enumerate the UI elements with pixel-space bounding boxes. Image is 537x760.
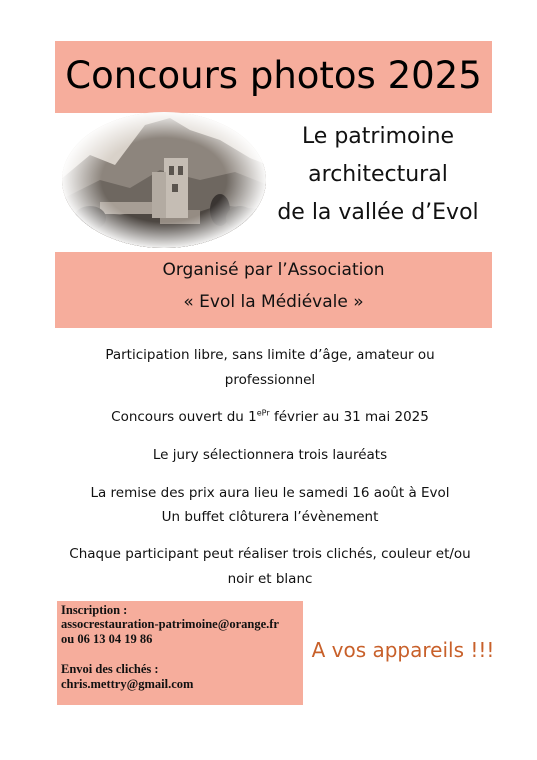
dates-superscript: ePr (256, 408, 270, 418)
call-to-action: A vos appareils !!! (311, 638, 495, 662)
inscription-phone: ou 06 13 04 19 86 (61, 632, 153, 646)
inscription-label: Inscription : (61, 603, 128, 617)
photos-line-2: noir et blanc (227, 571, 313, 587)
envoi-label: Envoi des clichés : (61, 662, 159, 676)
envoi-email[interactable]: chris.mettry@gmail.com (61, 677, 194, 691)
dates-suffix: février au 31 mai 2025 (269, 409, 429, 425)
ceremony-line-1: La remise des prix aura lieu le samedi 16 août à Evol (90, 485, 450, 501)
village-photo (60, 110, 268, 250)
organizer-line-2: « Evol la Médiévale » (183, 292, 364, 312)
subtitle-line-2: architectural (308, 162, 448, 187)
organizer-line-1: Organisé par l’Association (162, 260, 385, 280)
subtitle (268, 118, 488, 232)
photos-line-1: Chaque participant peut réaliser trois clichés, couleur et/ou (69, 546, 471, 562)
participation-line-1: Participation libre, sans limite d’âge, amateur ou (105, 347, 435, 363)
subtitle-line-3: de la vallée d’Evol (277, 200, 479, 225)
participation-line-2: professionnel (224, 372, 316, 388)
ceremony-line-2: Un buffet clôturera l’évènement (161, 509, 379, 525)
inscription-email[interactable]: assocrestauration-patrimoine@orange.fr (61, 617, 279, 631)
poster-title: Concours photos 2025 (65, 54, 482, 97)
dates-prefix: Concours ouvert du 1 (111, 409, 257, 425)
contest-dates (40, 406, 500, 429)
subtitle-line-1: Le patrimoine (301, 124, 455, 149)
jury-line: Le jury sélectionnera trois lauréats (152, 447, 388, 463)
